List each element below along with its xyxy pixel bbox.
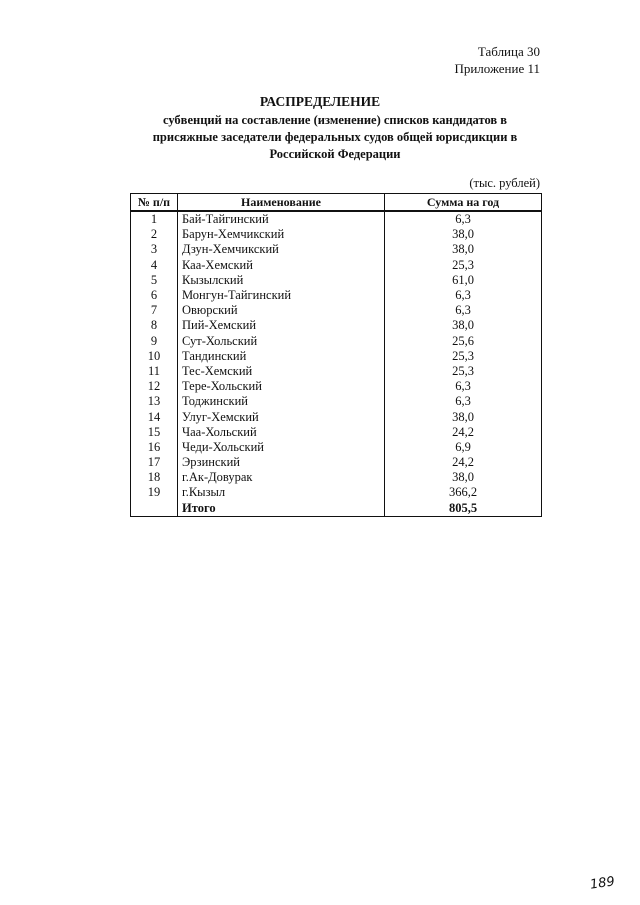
row-name-cell: Барун-Хемчикский bbox=[178, 227, 385, 242]
total-sum-cell: 805,5 bbox=[385, 501, 542, 517]
column-header-sum: Сумма на год bbox=[385, 194, 542, 212]
table-row bbox=[131, 334, 542, 349]
row-name-cell: Эрзинский bbox=[178, 455, 385, 470]
row-sum-cell: 6,9 bbox=[385, 440, 542, 455]
table-row bbox=[131, 425, 542, 440]
table-row bbox=[131, 349, 542, 364]
table-row bbox=[131, 288, 542, 303]
row-sum-cell: 6,3 bbox=[385, 288, 542, 303]
row-name-cell: Чаа-Хольский bbox=[178, 425, 385, 440]
row-name-cell: Тере-Хольский bbox=[178, 379, 385, 394]
row-name-cell: Дзун-Хемчикский bbox=[178, 242, 385, 257]
row-name-cell: Кызылский bbox=[178, 273, 385, 288]
row-number-cell: 11 bbox=[131, 364, 178, 379]
page-number-handwritten: 189 bbox=[589, 874, 616, 893]
row-number-cell: 2 bbox=[131, 227, 178, 242]
table-row bbox=[131, 394, 542, 409]
row-number-cell: 4 bbox=[131, 258, 178, 273]
row-sum-cell: 6,3 bbox=[385, 379, 542, 394]
subtitle-line-3: Российской Федерации bbox=[269, 147, 401, 161]
row-name-cell: Овюрский bbox=[178, 303, 385, 318]
row-name-cell: Улуг-Хемский bbox=[178, 409, 385, 424]
subtitle-line-2: присяжные заседатели федеральных судов общей юрисдикции в bbox=[152, 130, 518, 144]
table-row bbox=[131, 485, 542, 500]
table-row bbox=[131, 364, 542, 379]
subtitle-line-1: субвенций на составление (изменение) списков кандидатов в bbox=[162, 113, 508, 127]
row-name-cell: Тес-Хемский bbox=[178, 364, 385, 379]
row-sum-cell: 6,3 bbox=[385, 211, 542, 227]
row-name-cell: Бай-Тайгинский bbox=[178, 211, 385, 227]
table-row bbox=[131, 242, 542, 257]
row-number-cell: 10 bbox=[131, 349, 178, 364]
row-name-cell: Каа-Хемский bbox=[178, 258, 385, 273]
document-title: РАСПРЕДЕЛЕНИЕ bbox=[259, 94, 381, 109]
row-name-cell: Чеди-Хольский bbox=[178, 440, 385, 455]
table-row bbox=[131, 455, 542, 470]
table-header-row bbox=[131, 194, 542, 212]
table-row bbox=[131, 227, 542, 242]
row-number-cell: 16 bbox=[131, 440, 178, 455]
row-name-cell: Монгун-Тайгинский bbox=[178, 288, 385, 303]
row-sum-cell: 25,3 bbox=[385, 364, 542, 379]
table-body bbox=[131, 211, 542, 516]
row-sum-cell: 24,2 bbox=[385, 425, 542, 440]
row-number-cell: 14 bbox=[131, 409, 178, 424]
table-row bbox=[131, 258, 542, 273]
row-number-cell: 1 bbox=[131, 211, 178, 227]
row-sum-cell: 38,0 bbox=[385, 242, 542, 257]
row-name-cell: Пий-Хемский bbox=[178, 318, 385, 333]
row-sum-cell: 38,0 bbox=[385, 409, 542, 424]
row-number-cell: 9 bbox=[131, 334, 178, 349]
total-label-cell: Итого bbox=[178, 501, 385, 517]
table-row bbox=[131, 470, 542, 485]
column-header-name: Наименование bbox=[178, 194, 385, 212]
row-name-cell: г.Кызыл bbox=[178, 485, 385, 500]
row-sum-cell: 38,0 bbox=[385, 470, 542, 485]
row-name-cell: Сут-Хольский bbox=[178, 334, 385, 349]
table-row bbox=[131, 273, 542, 288]
row-number-cell: 12 bbox=[131, 379, 178, 394]
row-number-cell: 18 bbox=[131, 470, 178, 485]
row-sum-cell: 24,2 bbox=[385, 455, 542, 470]
row-number-cell: 13 bbox=[131, 394, 178, 409]
table-row bbox=[131, 379, 542, 394]
total-number-cell bbox=[131, 501, 178, 517]
row-number-cell: 17 bbox=[131, 455, 178, 470]
table-row bbox=[131, 409, 542, 424]
row-name-cell: г.Ак-Довурак bbox=[178, 470, 385, 485]
row-sum-cell: 6,3 bbox=[385, 303, 542, 318]
table-row bbox=[131, 303, 542, 318]
table-row bbox=[131, 440, 542, 455]
distribution-table bbox=[130, 193, 542, 517]
row-number-cell: 19 bbox=[131, 485, 178, 500]
row-sum-cell: 366,2 bbox=[385, 485, 542, 500]
row-number-cell: 5 bbox=[131, 273, 178, 288]
row-sum-cell: 38,0 bbox=[385, 227, 542, 242]
row-sum-cell: 25,3 bbox=[385, 349, 542, 364]
unit-label: (тыс. рублей) bbox=[469, 176, 540, 190]
row-sum-cell: 25,6 bbox=[385, 334, 542, 349]
table-row bbox=[131, 211, 542, 227]
row-name-cell: Тоджинский bbox=[178, 394, 385, 409]
row-sum-cell: 25,3 bbox=[385, 258, 542, 273]
table-row bbox=[131, 318, 542, 333]
table-reference: Таблица 30 bbox=[477, 44, 540, 59]
row-number-cell: 3 bbox=[131, 242, 178, 257]
total-row bbox=[131, 501, 542, 517]
row-sum-cell: 61,0 bbox=[385, 273, 542, 288]
appendix-reference: Приложение 11 bbox=[454, 61, 540, 76]
row-number-cell: 6 bbox=[131, 288, 178, 303]
row-sum-cell: 6,3 bbox=[385, 394, 542, 409]
document-subtitle bbox=[110, 112, 560, 163]
row-sum-cell: 38,0 bbox=[385, 318, 542, 333]
row-number-cell: 7 bbox=[131, 303, 178, 318]
column-header-number: № п/п bbox=[131, 194, 178, 212]
row-number-cell: 8 bbox=[131, 318, 178, 333]
row-name-cell: Тандинский bbox=[178, 349, 385, 364]
row-number-cell: 15 bbox=[131, 425, 178, 440]
